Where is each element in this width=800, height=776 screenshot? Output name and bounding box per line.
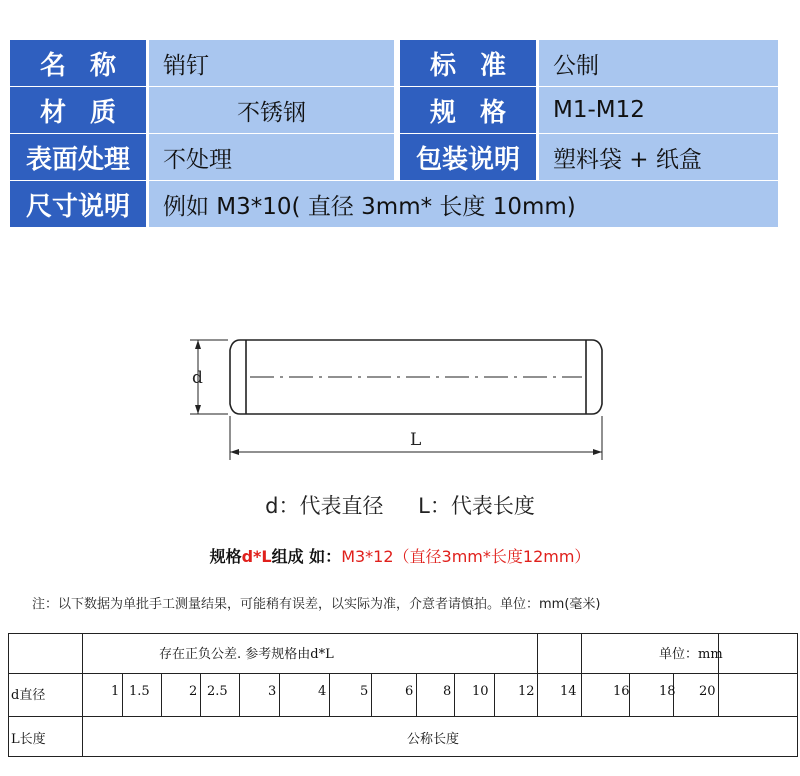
example-middle: 组成 如： <box>271 547 342 566</box>
col-divider <box>329 673 330 716</box>
col-divider <box>454 673 455 716</box>
d-value-cell: 8 <box>443 684 452 699</box>
row-divider <box>9 673 797 674</box>
pin-drawing <box>180 320 630 470</box>
d-value-cell: 3 <box>268 684 277 699</box>
d-value-cell: 20 <box>699 684 716 699</box>
value-name: 销钉 <box>149 40 394 86</box>
d-value-cell: 14 <box>560 684 577 699</box>
label-name: 名称 <box>10 40 146 86</box>
example-formula: d*L <box>241 547 272 566</box>
size-table-header: 存在正负公差. 参考规格由d*L <box>159 647 334 662</box>
d-value-cell: 16 <box>613 684 630 699</box>
value-material: 不锈钢 <box>149 87 394 133</box>
dimension-legend <box>0 490 800 520</box>
col-divider <box>122 673 123 716</box>
value-surface-treatment: 不处理 <box>149 134 394 180</box>
d-value-cell: 12 <box>518 684 535 699</box>
d-dimension-label: d <box>192 368 203 388</box>
label-material: 材质 <box>10 87 146 133</box>
spec-row-material <box>8 87 778 134</box>
spec-table <box>8 40 778 228</box>
l-row-label: L长度 <box>11 732 46 747</box>
measurement-note: 注：以下数据为单批手工测量结果，可能稍有误差，以实际为准，介意者请慎拍。单位：mm(毫米) <box>32 597 601 612</box>
value-specification: M1-M12 <box>539 87 778 133</box>
l-arrow-right <box>593 449 602 455</box>
value-standard: 公制 <box>539 40 778 86</box>
specification-example <box>0 544 800 567</box>
value-packaging: 塑料袋 + 纸盒 <box>539 134 778 180</box>
d-value-cell: 2 <box>189 684 198 699</box>
d-value-cell: 2.5 <box>207 684 228 699</box>
col-divider <box>82 634 83 756</box>
d-value-cell: 1 <box>111 684 120 699</box>
l-row-value: 公称长度 <box>407 732 460 747</box>
d-value-cell: 18 <box>659 684 676 699</box>
label-surface-treatment: 表面处理 <box>10 134 146 180</box>
d-arrow-bottom <box>195 405 201 414</box>
col-divider <box>416 673 417 716</box>
d-value-cell: 4 <box>318 684 327 699</box>
legend-diameter: d：代表直径 <box>265 494 384 518</box>
size-table-unit: 单位：mm <box>659 647 723 662</box>
label-size-description: 尺寸说明 <box>10 181 146 227</box>
label-standard: 标准 <box>400 40 536 86</box>
d-arrow-top <box>195 340 201 349</box>
spec-row-size <box>8 181 778 228</box>
l-dimension-label: L <box>410 430 422 450</box>
col-divider <box>279 673 280 716</box>
d-row-label: d直径 <box>11 688 46 703</box>
d-value-cell: 5 <box>360 684 369 699</box>
col-divider <box>239 673 240 716</box>
d-value-cell: 6 <box>405 684 414 699</box>
size-table <box>8 633 798 757</box>
example-prefix: 规格 <box>209 547 242 566</box>
col-divider <box>494 673 495 716</box>
spec-row-surface <box>8 134 778 181</box>
legend-length: L：代表长度 <box>418 494 535 518</box>
d-value-cell: 10 <box>472 684 489 699</box>
col-divider <box>371 673 372 716</box>
label-specification: 规格 <box>400 87 536 133</box>
spec-row-name <box>8 40 778 87</box>
col-divider <box>537 634 538 716</box>
col-divider <box>161 673 162 716</box>
col-divider <box>200 673 201 716</box>
d-value-cell: 1.5 <box>129 684 150 699</box>
row-divider <box>9 716 797 717</box>
label-packaging: 包装说明 <box>400 134 536 180</box>
value-size-description: 例如 M3*10( 直径 3mm* 长度 10mm) <box>149 181 778 227</box>
col-divider <box>581 634 582 716</box>
example-sample: M3*12（直径3mm*长度12mm） <box>341 547 591 566</box>
l-arrow-left <box>230 449 239 455</box>
